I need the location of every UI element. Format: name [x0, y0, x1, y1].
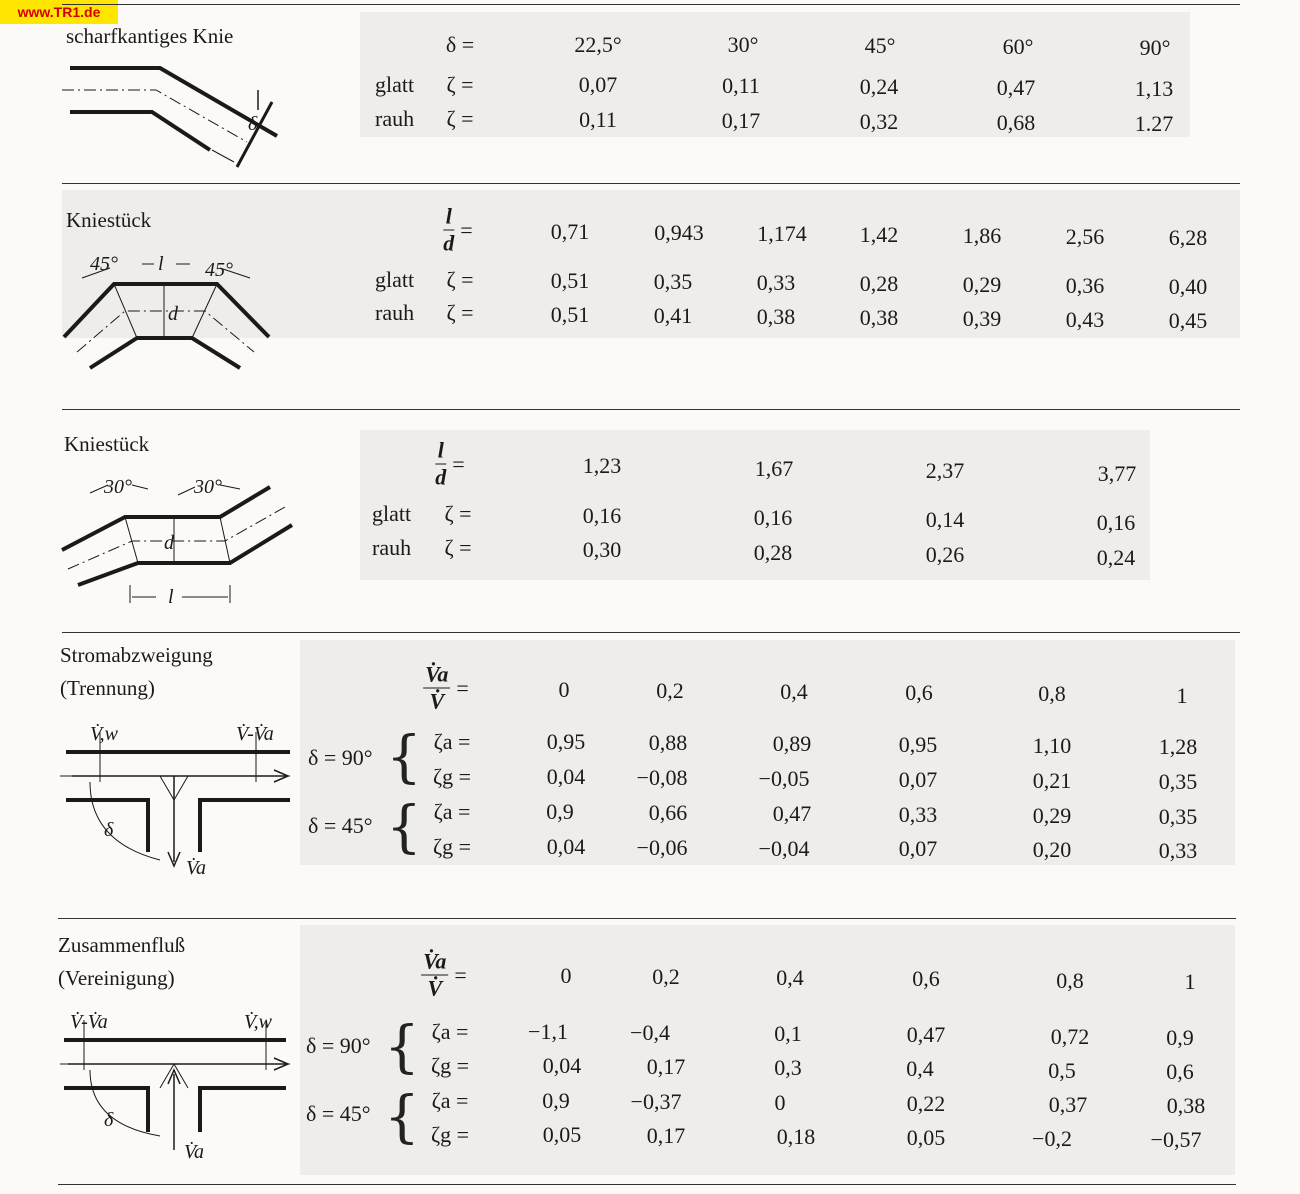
miter-bend-45-diagram: [62, 240, 272, 390]
table-cell: −0,04: [758, 836, 810, 861]
header-cell: 3,77: [1097, 461, 1137, 486]
header-fraction: [423, 661, 469, 714]
table-cell: 0,33: [1158, 838, 1198, 863]
section-subtitle: (Trennung): [60, 676, 155, 700]
row-symbol: ζ =: [444, 535, 472, 560]
junction-merge-diagram: [60, 1000, 300, 1180]
table-cell: 0,35: [653, 269, 693, 294]
section-title: Kniestück: [66, 208, 152, 232]
table-cell: 0,1: [774, 1021, 802, 1046]
row-symbol: ζ =: [444, 501, 472, 526]
row-label: rauh: [375, 300, 415, 325]
header-cell: 60°: [1002, 34, 1034, 59]
header-cell: 0,8: [1038, 681, 1066, 706]
table-cell: −0,05: [758, 766, 810, 791]
row-symbol: ζg =: [432, 834, 472, 859]
section-title: Kniestück: [64, 432, 150, 456]
table-cell: 0,26: [925, 542, 965, 567]
table-cell: 0,17: [646, 1054, 686, 1079]
table-cell: 0,29: [962, 272, 1002, 297]
fraction-denominator: V̇: [429, 688, 445, 714]
fraction-numerator: V̇a: [423, 948, 447, 974]
table-cell: 0,95: [898, 732, 938, 757]
header-cell: 6,28: [1168, 225, 1208, 250]
table-cell: 0: [774, 1090, 786, 1115]
header-cell: 1: [1176, 683, 1188, 708]
row-symbol: ζ =: [446, 300, 474, 325]
table-cell: 0,33: [898, 802, 938, 827]
table-cell: 0,24: [1096, 545, 1136, 570]
table-cell: −0,4: [630, 1020, 670, 1045]
header-cell: 1,86: [962, 223, 1002, 248]
row-symbol: ζ =: [446, 106, 474, 131]
table-cell: 0,39: [962, 306, 1002, 331]
delta-label: δ: [248, 113, 258, 135]
table-cell: 0,30: [582, 537, 622, 562]
table-cell: 0,43: [1065, 307, 1105, 332]
table-cell: 0,9: [542, 1088, 570, 1113]
table-cell: 0,38: [756, 304, 796, 329]
fraction-denominator: V̇: [427, 975, 443, 1001]
flow-label: V̇-V̇a: [236, 723, 274, 745]
angle-label: 30°: [194, 476, 222, 498]
header-cell: 1,23: [582, 453, 622, 478]
row-symbol: ζa =: [431, 1019, 469, 1044]
branch-flow-label: V̇a: [186, 857, 206, 879]
header-fraction: [421, 948, 467, 1001]
row-symbol: ζg =: [432, 764, 472, 789]
angle-label: δ: [104, 1109, 114, 1131]
branch-flow-label: V̇a: [184, 1141, 204, 1163]
fraction-denominator: d: [435, 464, 447, 490]
table-cell: 0,07: [578, 72, 618, 97]
fraction-numerator: l: [437, 437, 444, 463]
angle-label: 45°: [90, 253, 118, 275]
angle-label: 45°: [205, 259, 233, 281]
header-cell: 0,2: [652, 964, 680, 989]
table-cell: 0,51: [550, 302, 590, 327]
row-label: glatt: [375, 72, 415, 97]
table-cell: 0,72: [1050, 1024, 1090, 1049]
diameter-label: d: [168, 303, 178, 325]
header-cell: 45°: [864, 33, 896, 58]
row-symbol: ζ =: [446, 72, 474, 97]
table-cell: 0,16: [753, 505, 793, 530]
group-brace: {: [386, 795, 422, 860]
row-label: rauh: [375, 106, 415, 131]
row-symbol: ζa =: [433, 729, 471, 754]
header-cell: 0: [560, 963, 572, 988]
header-cell: 0,6: [905, 680, 933, 705]
table-cell: 1.27: [1134, 111, 1174, 136]
flow-label: V̇-V̇a: [70, 1011, 108, 1033]
sharp-elbow-diagram: [62, 52, 272, 174]
table-cell: 0,35: [1158, 804, 1198, 829]
table-cell: 0,17: [721, 108, 761, 133]
section-subtitle: (Vereinigung): [58, 966, 175, 990]
header-fraction: [443, 203, 473, 256]
diameter-label: d: [164, 532, 174, 554]
group-brace: {: [386, 725, 422, 790]
table-cell: −0,2: [1032, 1126, 1072, 1151]
fraction-equals: =: [452, 451, 465, 476]
table-cell: 0,88: [648, 730, 688, 755]
table-cell: 0,47: [772, 801, 812, 826]
row-label: glatt: [375, 267, 415, 292]
table-cell: 0,04: [546, 764, 586, 789]
table-cell: 0,05: [542, 1122, 582, 1147]
angle-label: 30°: [104, 476, 132, 498]
table-cell: 0,16: [1096, 510, 1136, 535]
table-cell: 0,32: [859, 109, 899, 134]
table-cell: 0,51: [550, 268, 590, 293]
table-cell: 0,22: [906, 1091, 946, 1116]
table-cell: 0,11: [579, 107, 617, 132]
row-symbol: ζa =: [433, 799, 471, 824]
header-cell: 0,2: [656, 678, 684, 703]
header-cell: 22,5°: [574, 32, 622, 57]
table-cell: −0,57: [1150, 1127, 1202, 1152]
header-cell: 1,42: [859, 222, 899, 247]
table-cell: 0,89: [772, 731, 812, 756]
header-cell: 1,174: [757, 221, 807, 246]
table-cell: 0,18: [776, 1124, 816, 1149]
header-cell: 0,6: [912, 966, 940, 991]
header-cell: 0,8: [1056, 968, 1084, 993]
table-cell: 0,6: [1166, 1059, 1194, 1084]
table-cell: 0,07: [898, 767, 938, 792]
group-brace: {: [384, 1015, 420, 1080]
table-cell: 0,11: [722, 73, 760, 98]
section-title: Zusammenfluß: [58, 933, 186, 957]
panel-1: [360, 12, 1190, 137]
header-cell: 30°: [727, 32, 759, 57]
length-label: l: [168, 586, 174, 608]
section-title: scharfkantiges Knie: [66, 24, 234, 48]
table-cell: 0,16: [582, 503, 622, 528]
table-cell: −0,37: [630, 1089, 682, 1114]
table-cell: 0,24: [859, 74, 899, 99]
table-cell: 0,20: [1032, 837, 1072, 862]
table-cell: 1,10: [1032, 733, 1072, 758]
fraction-numerator: l: [445, 203, 452, 229]
row-symbol: ζa =: [431, 1088, 469, 1113]
table-cell: 0,04: [542, 1053, 582, 1078]
table-cell: 0,45: [1168, 308, 1208, 333]
table-cell: 1,13: [1134, 76, 1174, 101]
table-cell: 0,68: [996, 110, 1036, 135]
table-cell: −0,08: [636, 765, 688, 790]
header-cell: 0,943: [654, 220, 704, 245]
fraction-denominator: d: [443, 230, 455, 256]
fraction-equals: =: [456, 675, 469, 700]
header-cell: 2,37: [925, 458, 965, 483]
separator-rule: [58, 918, 1236, 919]
header-cell: 0,71: [550, 219, 590, 244]
fraction-equals: =: [454, 962, 467, 987]
table-cell: 0,14: [925, 507, 965, 532]
table-cell: 0,17: [646, 1123, 686, 1148]
table-cell: 0,33: [756, 270, 796, 295]
fraction-equals: =: [460, 217, 473, 242]
table-cell: 0,40: [1168, 274, 1208, 299]
table-cell: 0,35: [1158, 769, 1198, 794]
section-title: Stromabzweigung: [60, 643, 213, 667]
separator-rule: [62, 409, 1240, 410]
table-cell: 0,38: [1166, 1093, 1206, 1118]
group-brace: {: [384, 1085, 420, 1150]
flow-label: V̇,w: [90, 723, 118, 745]
branch-split-diagram: [60, 712, 300, 892]
miter-bend-30-diagram: [60, 465, 300, 615]
header-cell: 1: [1184, 969, 1196, 994]
header-cell: 90°: [1139, 35, 1171, 60]
row-symbol: ζg =: [430, 1122, 470, 1147]
table-cell: 0,07: [898, 836, 938, 861]
row-label: glatt: [372, 501, 412, 526]
separator-rule: [58, 1184, 1236, 1185]
table-cell: 0,47: [996, 75, 1036, 100]
row-symbol: ζ =: [446, 267, 474, 292]
table-cell: 0,4: [906, 1056, 934, 1081]
separator-rule: [62, 183, 1240, 184]
table-cell: −1,1: [528, 1019, 568, 1044]
group-label: δ = 45°: [306, 1101, 371, 1126]
table-cell: 0,41: [653, 303, 693, 328]
header-cell: 0: [558, 677, 570, 702]
header-cell: 0,4: [780, 679, 808, 704]
group-label: δ = 45°: [308, 813, 373, 838]
header-cell: 0,4: [776, 965, 804, 990]
row-symbol: ζg =: [430, 1053, 470, 1078]
header-cell: 1,67: [754, 456, 794, 481]
table-cell: 0,36: [1065, 273, 1105, 298]
table-cell: 0,3: [774, 1055, 802, 1080]
table-cell: 0,9: [546, 799, 574, 824]
table-cell: 0,5: [1048, 1058, 1076, 1083]
table-cell: 1,28: [1158, 734, 1198, 759]
angle-label: δ: [104, 819, 114, 841]
row-label: rauh: [372, 535, 412, 560]
table-cell: 0,04: [546, 834, 586, 859]
group-label: δ = 90°: [308, 745, 373, 770]
table-cell: 0,47: [906, 1022, 946, 1047]
length-label: l: [158, 253, 164, 275]
group-label: δ = 90°: [306, 1033, 371, 1058]
table-cell: 0,28: [859, 271, 899, 296]
flow-label: V̇,w: [244, 1011, 272, 1033]
table-cell: 0,9: [1166, 1025, 1194, 1050]
separator-rule: [62, 632, 1240, 633]
table-cell: 0,66: [648, 800, 688, 825]
header-fraction: [435, 437, 465, 490]
table-cell: 0,38: [859, 305, 899, 330]
table-cell: 0,28: [753, 540, 793, 565]
watermark-badge[interactable]: www.TR1.de: [0, 0, 118, 24]
header-cell: 2,56: [1065, 224, 1105, 249]
table-cell: 0,05: [906, 1125, 946, 1150]
table-cell: 0,29: [1032, 803, 1072, 828]
fraction-numerator: V̇a: [425, 661, 449, 687]
table-cell: 0,95: [546, 729, 586, 754]
separator-rule: [62, 4, 1240, 5]
table-cell: 0,21: [1032, 768, 1072, 793]
table-cell: 0,37: [1048, 1092, 1088, 1117]
table-cell: −0,06: [636, 835, 688, 860]
header-symbol: δ =: [445, 32, 475, 57]
